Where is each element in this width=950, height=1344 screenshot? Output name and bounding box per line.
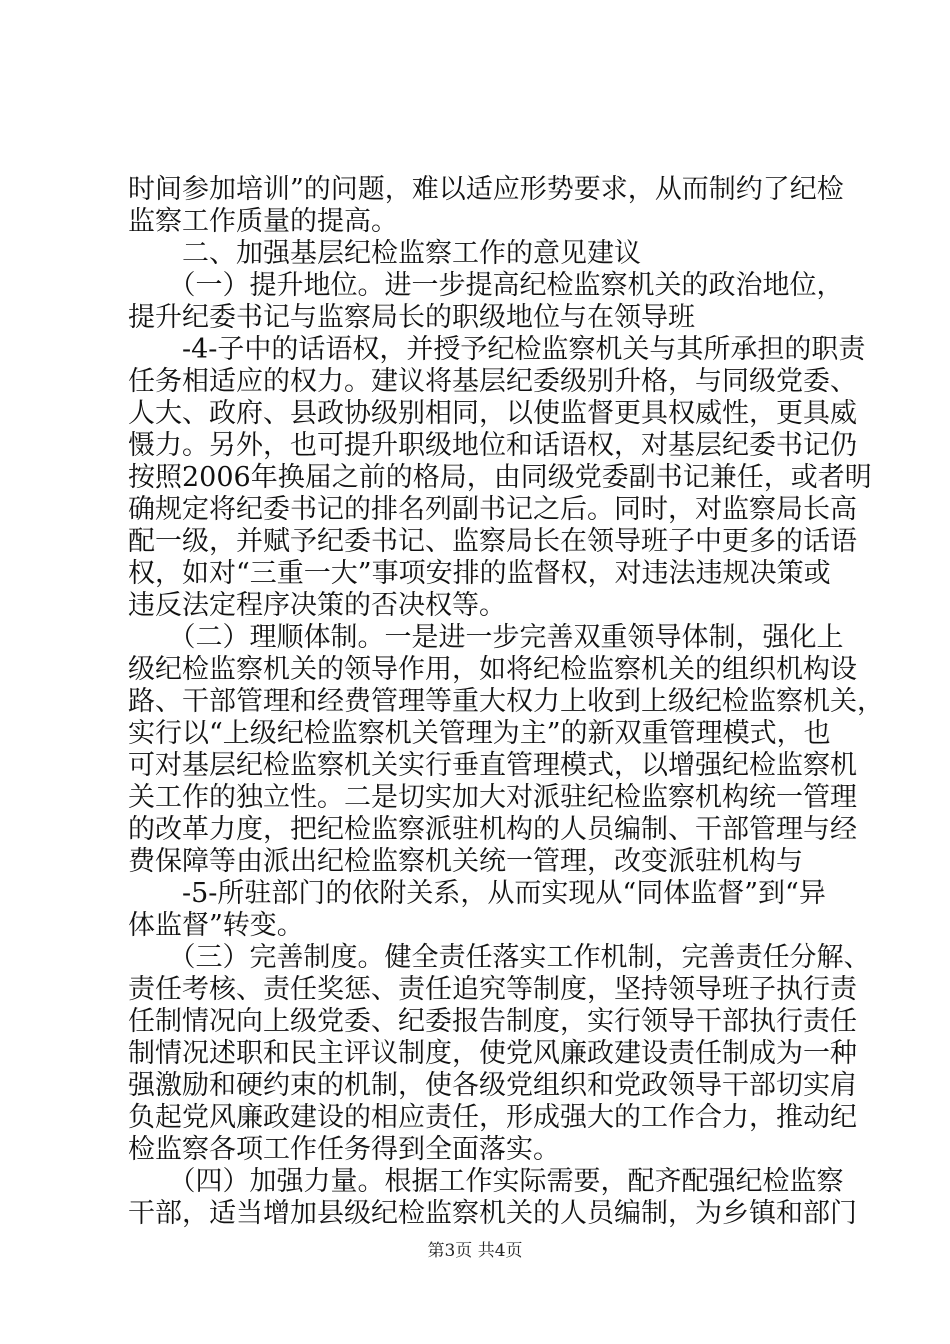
text-line: 任务相适应的权力。建议将基层纪委级别升格，与同级党委、	[128, 366, 857, 397]
text-line: -5-所驻部门的依附关系，从而实现从“同体监督”到“异	[128, 878, 826, 909]
text-line: 任制情况向上级党委、纪委报告制度，实行领导干部执行责任	[128, 1006, 857, 1037]
text-line: 的改革力度，把纪检监察派驻机构的人员编制、干部管理与经	[128, 814, 857, 845]
text-line: 确规定将纪委书记的排名列副书记之后。同时，对监察局长高	[128, 494, 857, 525]
text-line: 配一级，并赋予纪委书记、监察局长在领导班子中更多的话语	[128, 526, 857, 557]
text-line: 体监督”转变。	[128, 910, 304, 941]
text-line: 人大、政府、县政协级别相同，以使监督更具权威性，更具威	[128, 398, 857, 429]
text-line: 制情况述职和民主评议制度，使党风廉政建设责任制成为一种	[128, 1038, 857, 1069]
text-line: -4-子中的话语权，并授予纪检监察机关与其所承担的职责	[128, 334, 866, 365]
text-line: 关工作的独立性。二是切实加大对派驻纪检监察机构统一管理	[128, 782, 857, 813]
text-line: 违反法定程序决策的否决权等。	[128, 590, 506, 621]
text-line: 实行以“上级纪检监察机关管理为主”的新双重管理模式，也	[128, 718, 831, 749]
text-line: （一）提升地位。进一步提高纪检监察机关的政治地位，	[128, 270, 844, 301]
text-line: 按照2006年换届之前的格局，由同级党委副书记兼任，或者明	[128, 462, 872, 493]
section-heading: 二、加强基层纪检监察工作的意见建议	[128, 238, 641, 269]
text-line: 时间参加培训”的问题，难以适应形势要求，从而制约了纪检	[128, 174, 844, 205]
text-line: 检监察各项工作任务得到全面落实。	[128, 1134, 560, 1165]
text-line: 提升纪委书记与监察局长的职级地位与在领导班	[128, 302, 695, 333]
text-line: 责任考核、责任奖惩、责任追究等制度，坚持领导班子执行责	[128, 974, 857, 1005]
text-line: 干部，适当增加县级纪检监察机关的人员编制，为乡镇和部门	[128, 1198, 857, 1229]
text-line: 慑力。另外，也可提升职级地位和话语权，对基层纪委书记仍	[128, 430, 857, 461]
text-line: 路、干部管理和经费管理等重大权力上收到上级纪检监察机关，	[128, 686, 884, 717]
text-line: 强激励和硬约束的机制，使各级党组织和党政领导干部切实肩	[128, 1070, 857, 1101]
text-line: 监察工作质量的提高。	[128, 206, 398, 237]
text-line: 级纪检监察机关的领导作用，如将纪检监察机关的组织机构设	[128, 654, 857, 685]
page-footer: 第3页 共4页	[427, 1241, 523, 1261]
text-line: 负起党风廉政建设的相应责任，形成强大的工作合力，推动纪	[128, 1102, 857, 1133]
text-line: （四）加强力量。根据工作实际需要，配齐配强纪检监察	[128, 1166, 844, 1197]
text-line: （三）完善制度。健全责任落实工作机制，完善责任分解、	[128, 942, 871, 973]
text-line: （二）理顺体制。一是进一步完善双重领导体制，强化上	[128, 622, 844, 653]
text-line: 可对基层纪检监察机关实行垂直管理模式，以增强纪检监察机	[128, 750, 857, 781]
text-line: 费保障等由派出纪检监察机关统一管理，改变派驻机构与	[128, 846, 803, 877]
text-line: 权，如对“三重一大”事项安排的监督权，对违法违规决策或	[128, 558, 831, 589]
